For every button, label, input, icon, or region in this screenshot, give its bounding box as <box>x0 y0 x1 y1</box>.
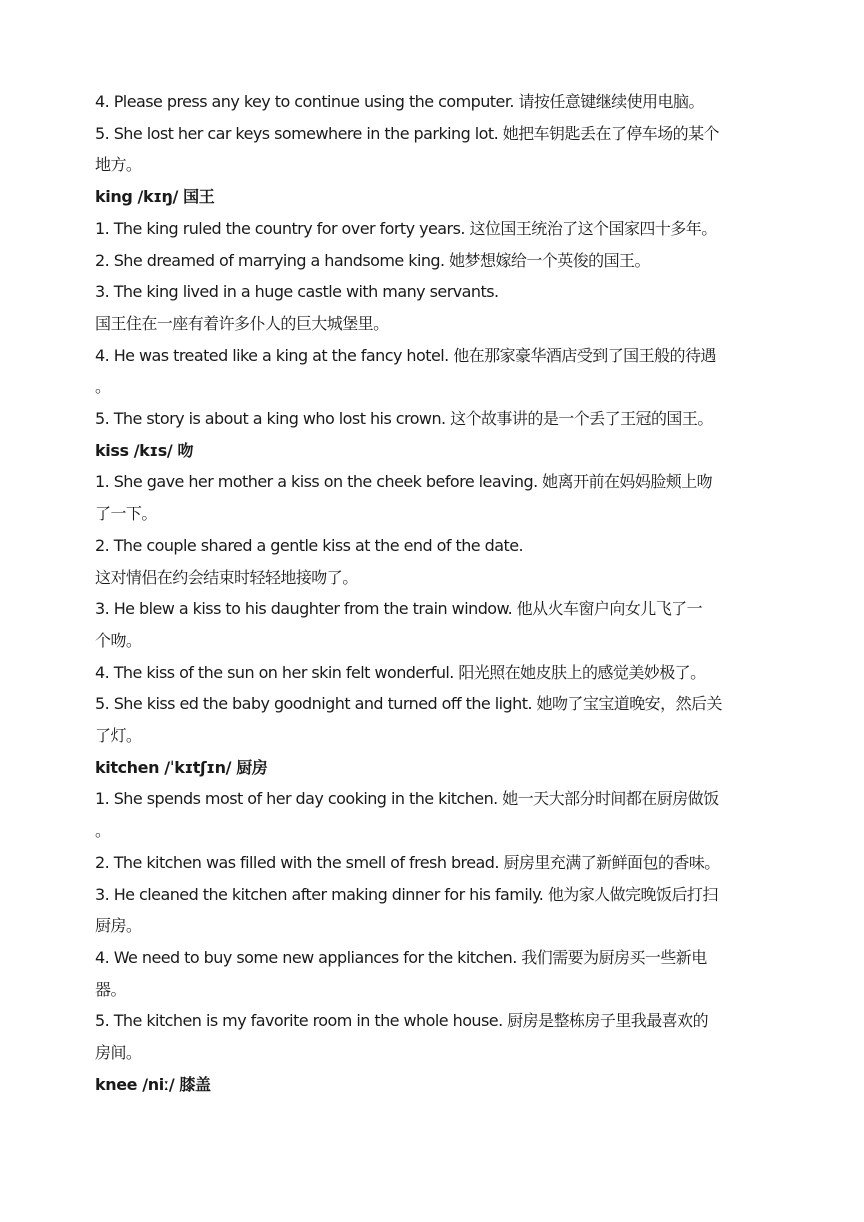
text-line: 1. The king ruled the country for over forty years. 这位国王统治了这个国家四十多年。 <box>95 218 717 238</box>
text-line: 4. We need to buy some new appliances for the kitchen. 我们需要为厨房买一些新电 <box>95 947 707 967</box>
text-line: 了灯。 <box>95 726 142 746</box>
word-heading: king /kɪŋ/ 国王 <box>95 187 215 207</box>
text-line: 4. He was treated like a king at the fancy hotel. 他在那家豪华酒店受到了国王般的待遇 <box>95 345 716 365</box>
text-line: 这对情侣在约会结束时轻轻地接吻了。 <box>95 567 358 587</box>
text-line: 厨房。 <box>95 916 142 936</box>
word-heading: knee /niː/ 膝盖 <box>95 1074 211 1094</box>
text-line: 2. She dreamed of marrying a handsome king. 她梦想嫁给一个英俊的国王。 <box>95 250 650 270</box>
text-line: 5. The story is about a king who lost his crown. 这个故事讲的是一个丢了王冠的国王。 <box>95 409 713 429</box>
document-page <box>95 86 775 1101</box>
text-line: 3. He blew a kiss to his daughter from the train window. 他从火车窗户向女儿飞了一 <box>95 599 703 619</box>
text-line: 国王住在一座有着许多仆人的巨大城堡里。 <box>95 313 389 333</box>
text-line: 器。 <box>95 979 126 999</box>
text-line: 地方。 <box>95 155 142 175</box>
text-line: 5. She lost her car keys somewhere in the parking lot. 她把车钥匙丢在了停车场的某个 <box>95 123 720 143</box>
text-line: 1. She spends most of her day cooking in the kitchen. 她一天大部分时间都在厨房做饭 <box>95 789 719 809</box>
text-line: 2. The couple shared a gentle kiss at the end of the date. <box>95 535 524 555</box>
text-line: 4. Please press any key to continue using the computer. 请按任意键继续使用电脑。 <box>95 92 704 111</box>
text-line: 5. The kitchen is my favorite room in the whole house. 厨房是整栋房子里我最喜欢的 <box>95 1011 709 1031</box>
text-line: 房间。 <box>95 1043 142 1063</box>
word-heading: kiss /kɪs/ 吻 <box>95 440 194 460</box>
text-line: 2. The kitchen was filled with the smell of fresh bread. 厨房里充满了新鲜面包的香味。 <box>95 852 720 872</box>
word-heading: kitchen /ˈkɪtʃɪn/ 厨房 <box>95 757 268 777</box>
text-line: 。 <box>95 377 111 397</box>
text-line: 了一下。 <box>95 504 157 524</box>
text-line: 。 <box>95 821 111 841</box>
text-line: 5. She kiss ed the baby goodnight and turned off the light. 她吻了宝宝道晚安，然后关 <box>95 694 722 714</box>
text-line: 3. The king lived in a huge castle with many servants. <box>95 282 499 302</box>
text-line: 4. The kiss of the sun on her skin felt wonderful. 阳光照在她皮肤上的感觉美妙极了。 <box>95 662 706 682</box>
text-line: 3. He cleaned the kitchen after making dinner for his family. 他为家人做完晚饭后打扫 <box>95 884 718 904</box>
text-line: 1. She gave her mother a kiss on the cheek before leaving. 她离开前在妈妈脸颊上吻 <box>95 472 713 492</box>
text-line: 个吻。 <box>95 630 142 650</box>
